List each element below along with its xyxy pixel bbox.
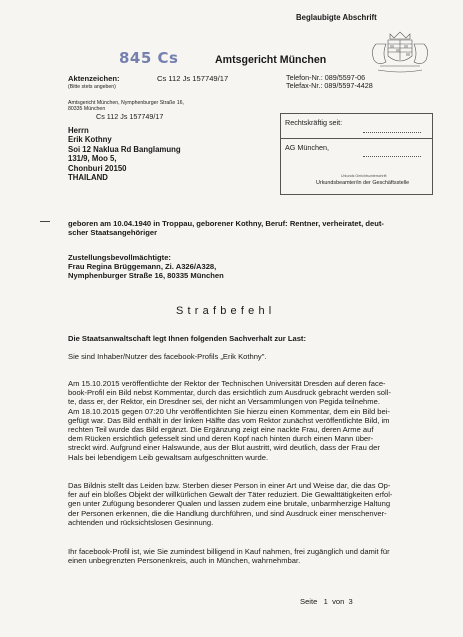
certified-copy-label: Beglaubigte Abschrift: [296, 13, 377, 22]
court-city-label: AG München,: [285, 143, 329, 152]
sender-line-1: Amtsgericht München, Nymphenburger Straße 16,: [68, 100, 184, 106]
paragraph-3-line: einen unbegrenzten Personenkreis, auch in München, wahrnehmbar.: [68, 556, 301, 566]
fold-mark: [40, 221, 50, 222]
recipient-name: Erik Kothny: [68, 135, 112, 145]
recipient-street: Soi 12 Naklua Rd Banglamung: [68, 144, 181, 154]
paragraph-2-line: fer auf ein bloßes Objekt der willkürlichen Gewalt der Täter reduziert. Die Gewalttätigkeiten erfol-: [68, 490, 393, 500]
personal-data: [68, 219, 438, 237]
personal-line-1: geboren am 10.04.1940 in Troppau, geborener Kothny, Beruf: Rentner, verheiratet, deut-: [68, 219, 384, 228]
status-divider: [281, 138, 432, 139]
legal-status-box: [280, 113, 433, 195]
paragraph-2-line: gen unter Zufügung besonderer Qualen und lassen zudem eine brutale, unbarmherzige Haltung: [68, 499, 391, 509]
legal-force-label: Rechtskräftig seit:: [285, 118, 343, 127]
sender-reference: Cs 112 Js 157749/17: [96, 112, 164, 121]
paragraph-2-line: Das Bildnis stellt das Leiden bzw. Sterben dieser Person in einer Art und Weise dar, die das Op-: [68, 481, 391, 490]
case-number-label: Aktenzeichen:: [68, 74, 120, 83]
case-stamp: 845 Cs: [119, 49, 179, 67]
paragraph-3: [68, 547, 440, 565]
paragraph-1-line: book-Profil ein Bild nebst Kommentar, durch das ersichtlich zum Ausdruck gebracht werden soll-: [68, 388, 391, 398]
case-number-hint: (Bitte stets angeben): [68, 84, 116, 90]
signature-caption: Urkunds Gerichtsunterschrift: [341, 174, 387, 178]
paragraph-2-line: achtenden und rücksichtslosen Gesinnung.: [68, 517, 214, 527]
recipient-address: [68, 126, 181, 182]
phone-number: Telefon-Nr.: 089/5597-06: [286, 73, 366, 82]
agent-heading: Zustellungsbevollmächtigte:: [68, 253, 171, 262]
document-title: Strafbefehl: [176, 305, 276, 317]
paragraph-2: [68, 481, 440, 527]
page-number: Seite 1 von 3: [300, 597, 353, 606]
clerk-label: Urkundsbeamter/in der Geschäftsstelle: [316, 180, 410, 186]
paragraph-1-line: Hals bei lebendigem Leib gewaltsam aufgeschnitten wurde.: [68, 452, 269, 462]
paragraph-1-line: dem Rücken ersichtlich gefesselt sind und deren Kopf nach hinten durch einen Mann über-: [68, 434, 374, 444]
paragraph-1-line: te, dass er, der Rektor, ein Dresdner sei, der nicht an Versammlungen von Pegida teilnehme.: [68, 397, 380, 407]
recipient-city: Chonburi 20150: [68, 163, 127, 173]
paragraph-2-line: der Personen erkennen, die die Handlung durchführen, und sind Ausdruck einer menschenver-: [68, 508, 387, 518]
accusation-heading: Die Staatsanwaltschaft legt Ihnen folgenden Sachverhalt zur Last:: [68, 334, 306, 343]
court-name: Amtsgericht München: [215, 54, 327, 66]
paragraph-1-line: streckt wird. Aufgrund einer Halswunde, aus der Blut austritt, wird deutlich, dass der Frau der: [68, 443, 380, 453]
owner-line: Sie sind Inhaber/Nutzer des facebook-Profils „Erik Kothny".: [68, 352, 267, 361]
recipient-salutation: Herrn: [68, 126, 89, 135]
sender-line-2: 80335 München: [68, 106, 106, 112]
agent-line-1: Frau Regina Brüggemann, Zi. A326/A328,: [68, 262, 217, 271]
paragraph-1: [68, 379, 440, 462]
fax-number: Telefax-Nr.: 089/5597-4428: [286, 81, 373, 90]
paragraph-1-line: gefügt war. Das Bild enthält in der linken Hälfte das vom Rektor zunächst veröffentlichte Bild, im: [68, 415, 390, 425]
court-city-dots: [363, 156, 421, 157]
agent-line-2: Nymphenburger Straße 16, 80335 München: [68, 271, 224, 280]
paragraph-1-line: rechten Teil wurde das Bild ergänzt. Die Ergänzung zeigt eine nackte Frau, deren Arme auf: [68, 425, 374, 435]
paragraph-1-line: Am 15.10.2015 veröffentlichte der Rektor der Technischen Universität Dresden auf deren face-: [68, 379, 386, 388]
personal-line-2: scher Staatsangehöriger: [68, 228, 158, 237]
recipient-country: THAILAND: [68, 173, 108, 183]
recipient-house: 131/9, Moo 5,: [68, 154, 117, 164]
paragraph-3-line: Ihr facebook-Profil ist, wie Sie zumindest billigend in Kauf nahmen, frei zugänglich und damit für: [68, 547, 390, 556]
legal-force-dots: [363, 132, 421, 133]
paragraph-1-line: Am 18.10.2015 gegen 07:20 Uhr veröffentlichten Sie hierzu einen Kommentar, dem ein Bild bei-: [68, 406, 390, 416]
bavarian-coat-of-arms-icon: [366, 30, 434, 74]
case-number-value: Cs 112 Js 157749/17: [157, 74, 229, 83]
delivery-agent: [68, 253, 438, 280]
